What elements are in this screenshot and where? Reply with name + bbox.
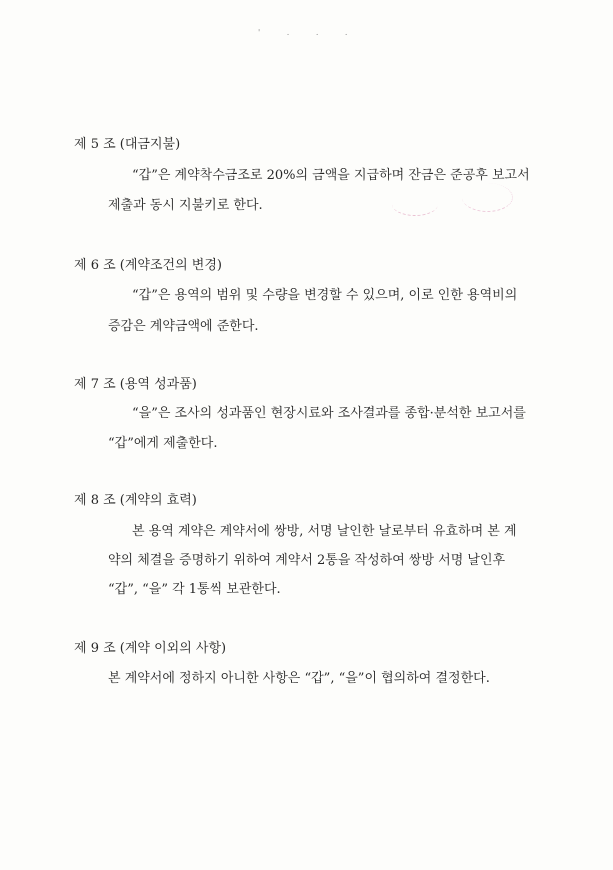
- article-5-line-1: “갑”은 계약착수금조로 20%의 금액을 지급하며 잔금은 준공후 보고서: [132, 168, 530, 183]
- article-6-line-2: 증감은 계약금액에 준한다.: [108, 319, 259, 334]
- article-7-line-2: “갑”에게 제출한다.: [108, 436, 218, 451]
- seal-stamp-mark: [462, 183, 513, 212]
- seal-stamp-mark: [392, 193, 438, 216]
- scan-mark: ' . . .: [258, 28, 360, 37]
- article-6-heading: 제 6 조 (계약조건의 변경): [74, 258, 222, 273]
- article-9-heading: 제 9 조 (계약 이외의 사항): [74, 641, 227, 656]
- article-8-line-1: 본 용역 계약은 계약서에 쌍방, 서명 날인한 날로부터 유효하며 본 계: [132, 524, 517, 539]
- article-7-line-1: “을”은 조사의 성과품인 현장시료와 조사결과를 종합·분석한 보고서를: [132, 406, 526, 421]
- article-7-heading: 제 7 조 (용역 성과품): [74, 377, 197, 392]
- article-8-heading: 제 8 조 (계약의 효력): [74, 493, 197, 508]
- article-8-line-2: 약의 체결을 증명하기 위하여 계약서 2통을 작성하여 쌍방 서명 날인후: [108, 553, 506, 568]
- article-9-line-1: 본 계약서에 정하지 아니한 사항은 “갑”, “을”이 협의하여 결정한다.: [108, 671, 490, 686]
- article-5-heading: 제 5 조 (대금지불): [74, 137, 181, 152]
- article-5-line-2: 제출과 동시 지불키로 한다.: [108, 198, 263, 213]
- article-8-line-3: “갑”, “을” 각 1통씩 보관한다.: [108, 582, 281, 597]
- article-6-line-1: “갑”은 용역의 범위 및 수량을 변경할 수 있으며, 이로 인한 용역비의: [132, 288, 518, 303]
